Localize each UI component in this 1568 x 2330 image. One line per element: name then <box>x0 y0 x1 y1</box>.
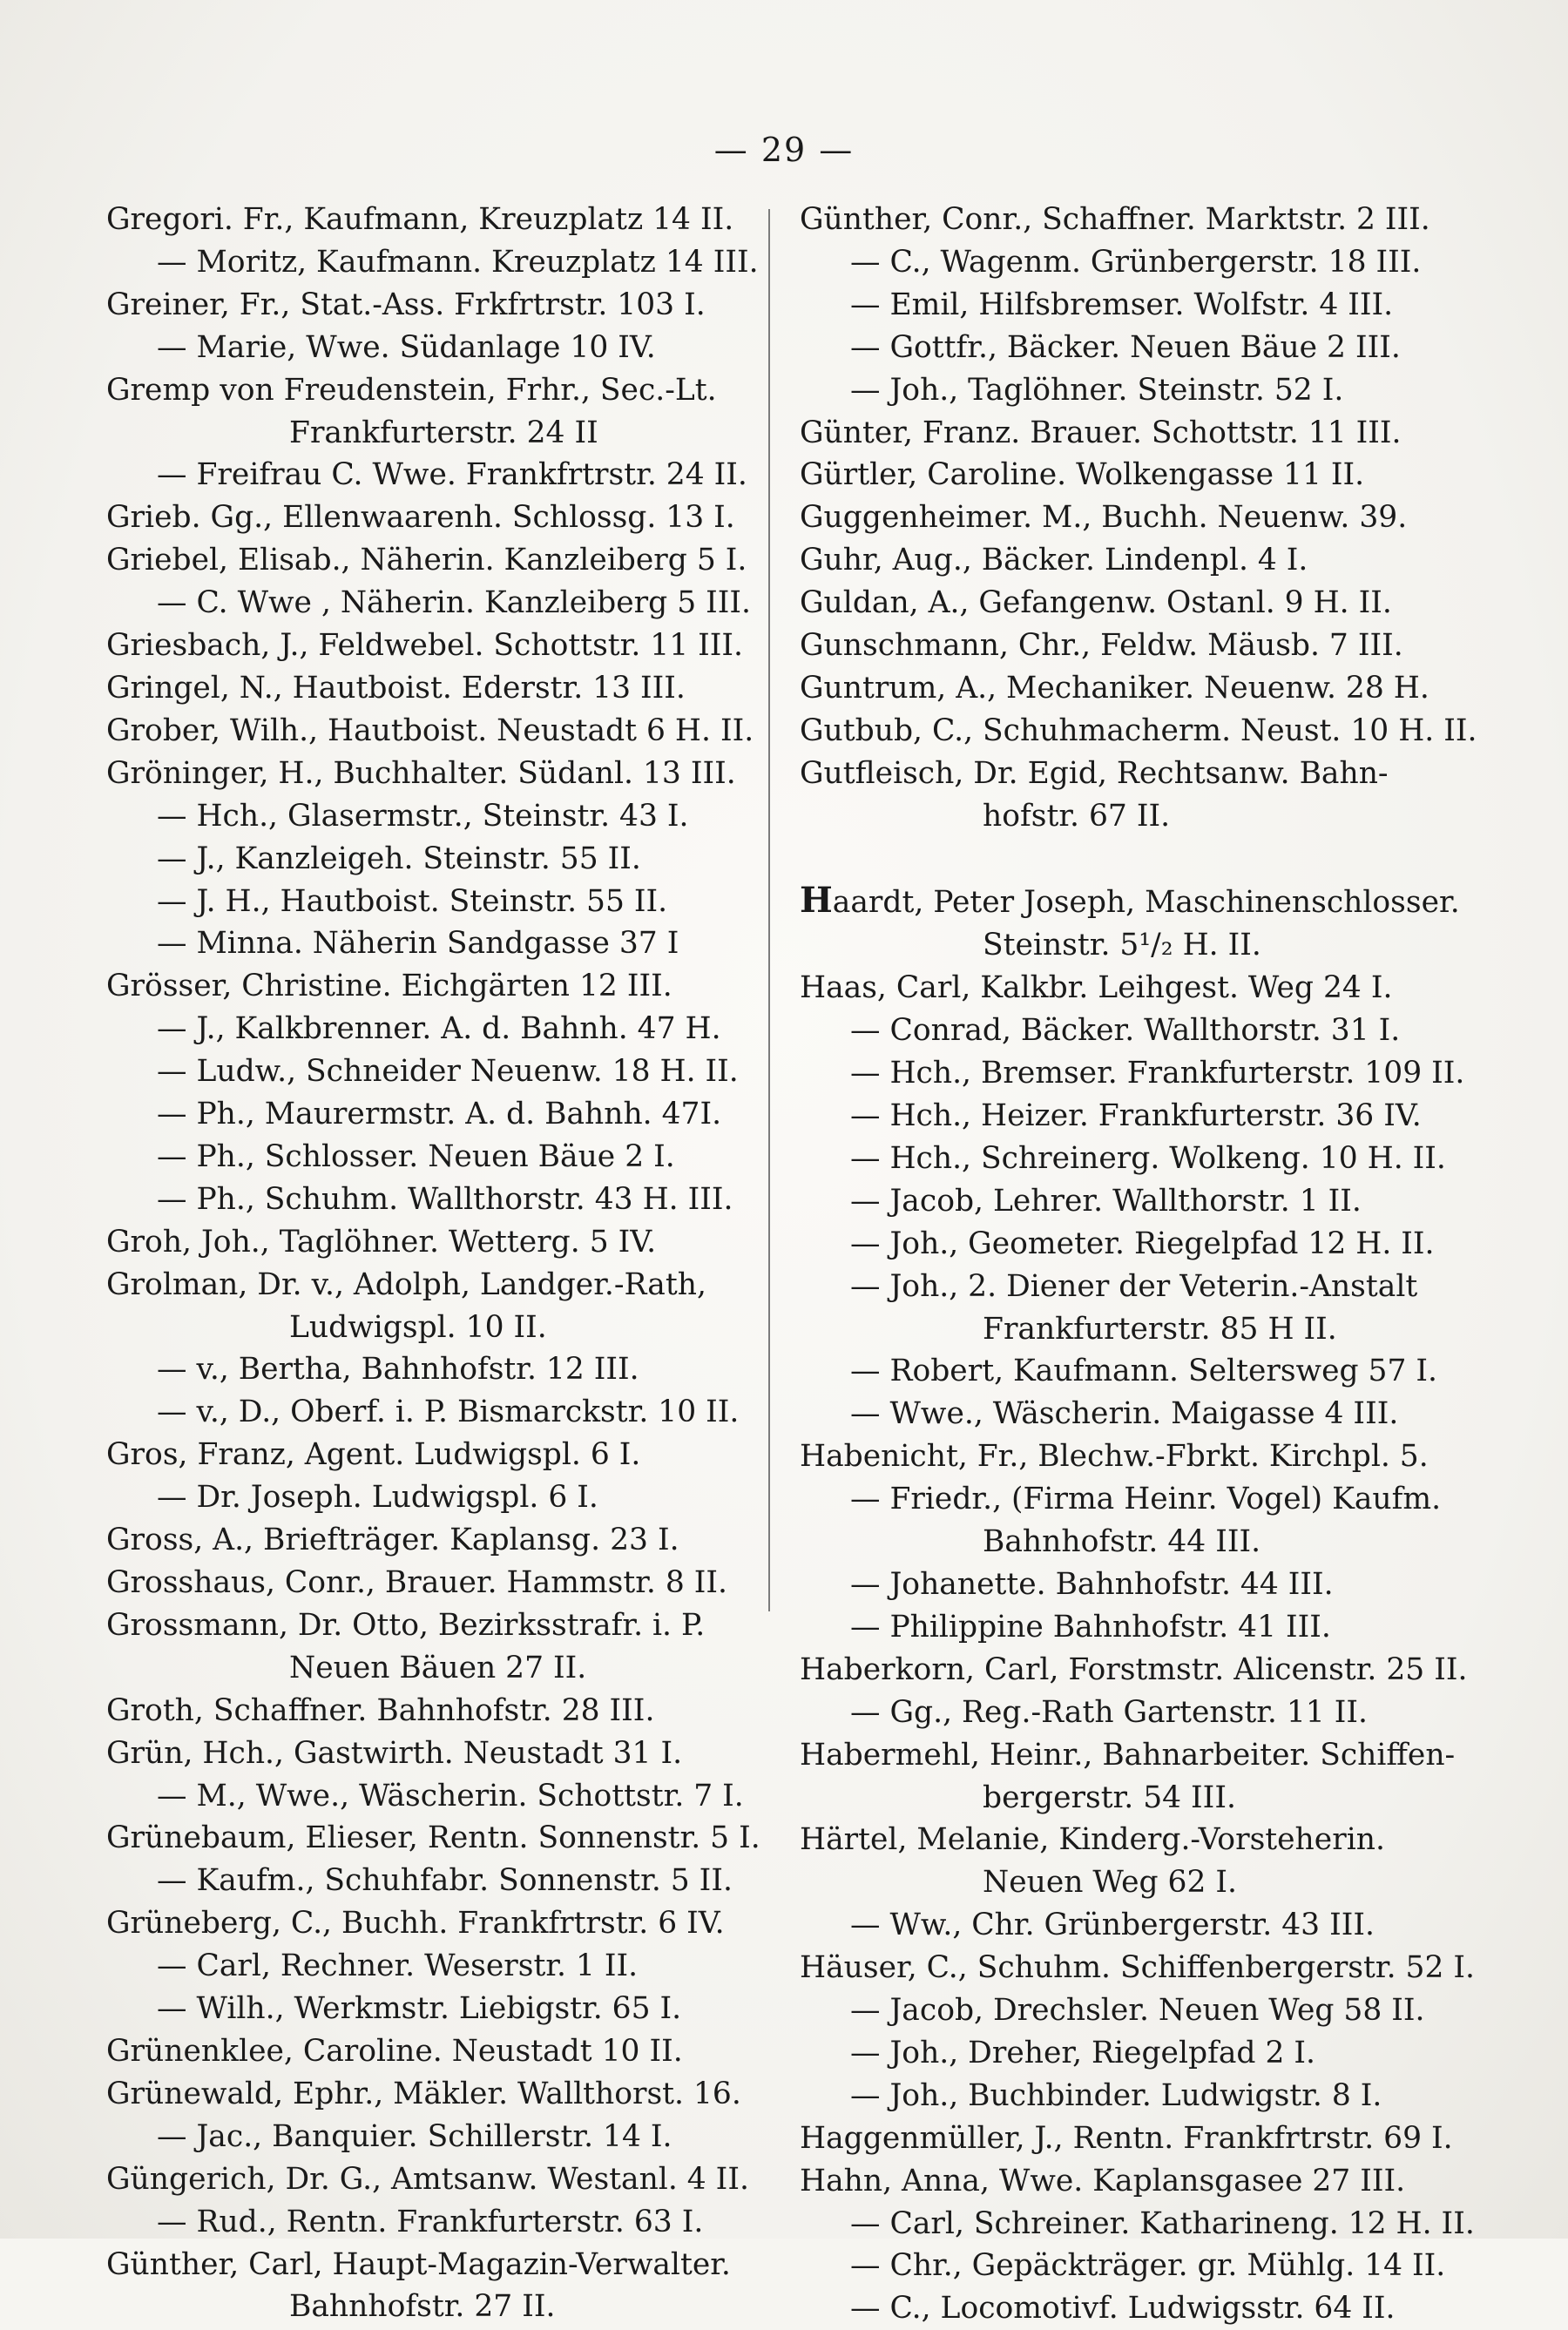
directory-entry <box>106 965 794 1008</box>
directory-entry <box>800 2245 1488 2287</box>
entry-line: — Philippine Bahnhofstr. 41 III. <box>850 1609 1331 1645</box>
entry-line: aardt, Peter Joseph, Maschinenschlosser. <box>832 885 1460 921</box>
directory-entry <box>106 2244 794 2329</box>
directory-entry <box>800 2287 1488 2330</box>
entry-line: Grieb. Gg., Ellenwaarenh. Schlossg. 13 I. <box>106 500 735 536</box>
entry-line: — v., Bertha, Bahnhofstr. 12 III. <box>157 1352 639 1388</box>
entry-continuation: Bahnhofstr. 44 III. <box>983 1524 1261 1560</box>
entry-line: Groth, Schaffner. Bahnhofstr. 28 III. <box>106 1692 655 1728</box>
entry-line: — Hch., Heizer. Frankfurterstr. 36 IV. <box>850 1098 1422 1134</box>
entry-line: Grünewald, Ephr., Mäkler. Wallthorst. 16. <box>106 2076 741 2111</box>
entry-line: Gregori. Fr., Kaufmann, Kreuzplatz 14 II. <box>106 202 734 237</box>
entry-line: — Hch., Schreinerg. Wolkeng. 10 H. II. <box>850 1140 1446 1176</box>
directory-entry <box>800 1052 1488 1095</box>
entry-continuation: hofstr. 67 II. <box>983 798 1171 834</box>
directory-entry <box>800 1989 1488 2032</box>
directory-entry <box>800 1947 1488 1989</box>
directory-entry <box>106 539 794 582</box>
directory-entry <box>800 1692 1488 1734</box>
entry-line: Guldan, A., Gefangenw. Ostanl. 9 H. II. <box>800 585 1392 621</box>
directory-entry <box>106 881 794 923</box>
directory-entry <box>800 1904 1488 1947</box>
directory-entry <box>106 667 794 710</box>
entry-line: — M., Wwe., Wäscherin. Schottstr. 7 I. <box>157 1778 744 1813</box>
directory-entry <box>106 1817 794 1860</box>
directory-entry <box>800 1223 1488 1266</box>
entry-line: — Jac., Banquier. Schillerstr. 14 I. <box>157 2118 672 2154</box>
entry-line: Grünenklee, Caroline. Neustadt 10 II. <box>106 2033 683 2069</box>
directory-entry <box>800 1563 1488 1606</box>
entry-line: Günther, Conr., Schaffner. Marktstr. 2 III. <box>800 202 1430 237</box>
entry-line: — Dr. Joseph. Ludwigspl. 6 I. <box>157 1480 598 1516</box>
entry-line: — Hch., Glasermstr., Steinstr. 43 I. <box>157 798 689 834</box>
entry-line: Griesbach, J., Feldwebel. Schottstr. 11 III. <box>106 628 743 664</box>
entry-line: Häuser, C., Schuhm. Schiffenbergerstr. 52 I. <box>800 1950 1475 1986</box>
directory-entry <box>800 625 1488 667</box>
entry-line: — Johanette. Bahnhofstr. 44 III. <box>850 1566 1334 1602</box>
directory-entry <box>106 199 794 241</box>
directory-entry <box>106 369 794 455</box>
entry-line: — Joh., Taglöhner. Steinstr. 52 I. <box>850 372 1344 408</box>
entry-line: Grolman, Dr. v., Adolph, Landger.-Rath, <box>106 1266 706 1302</box>
entry-line: — C., Wagenm. Grünbergerstr. 18 III. <box>850 244 1422 280</box>
entry-continuation: Ludwigspl. 10 II. <box>289 1309 547 1345</box>
directory-entry <box>106 496 794 539</box>
directory-entry <box>106 454 794 496</box>
entry-line: — Chr., Gepäckträger. gr. Mühlg. 14 II. <box>850 2248 1446 2284</box>
directory-entry <box>106 838 794 881</box>
entry-line: Grösser, Christine. Eichgärten 12 III. <box>106 969 672 1004</box>
entry-line: Griebel, Elisab., Näherin. Kanzleiberg 5 I. <box>106 543 747 578</box>
directory-entry <box>800 496 1488 539</box>
directory-entry <box>800 1606 1488 1649</box>
section-gap <box>800 838 1488 881</box>
entry-line: — Wwe., Wäscherin. Maigasse 4 III. <box>850 1396 1399 1432</box>
directory-entry <box>800 1393 1488 1435</box>
directory-entry <box>800 1095 1488 1138</box>
entry-line: Günter, Franz. Brauer. Schottstr. 11 III. <box>800 415 1402 450</box>
directory-entry <box>800 199 1488 241</box>
directory-entry <box>106 625 794 667</box>
directory-entry <box>106 795 794 838</box>
directory-entry <box>800 880 1488 967</box>
entry-line: Haggenmüller, J., Rentn. Frankfrtrstr. 69 I. <box>800 2120 1453 2156</box>
entry-line: — Joh., 2. Diener der Veterin.-Anstalt <box>850 1268 1418 1304</box>
entry-line: — Jacob, Drechsler. Neuen Weg 58 II. <box>850 1993 1425 2029</box>
directory-entry <box>106 1434 794 1476</box>
entry-line: Gutfleisch, Dr. Egid, Rechtsanw. Bahn- <box>800 755 1389 791</box>
directory-entry <box>106 1221 794 1264</box>
entry-line: Gringel, N., Hautboist. Ederstr. 13 III. <box>106 670 686 706</box>
entry-line: Grober, Wilh., Hautboist. Neustadt 6 H. II. <box>106 713 754 748</box>
entry-line: — Ww., Chr. Grünbergerstr. 43 III. <box>850 1908 1375 1943</box>
directory-entry <box>106 1690 794 1732</box>
entry-continuation: bergerstr. 54 III. <box>983 1780 1236 1815</box>
entry-line: Groh, Joh., Taglöhner. Wetterg. 5 IV. <box>106 1224 657 1260</box>
entry-line: — Ph., Maurermstr. A. d. Bahnh. 47I. <box>157 1097 722 1132</box>
directory-entry <box>800 1649 1488 1692</box>
directory-entry <box>106 1945 794 1988</box>
entry-line: — Rud., Rentn. Frankfurterstr. 63 I. <box>157 2204 704 2239</box>
entry-line: — Hch., Bremser. Frankfurterstr. 109 II. <box>850 1056 1465 1091</box>
directory-entry <box>800 667 1488 710</box>
directory-entry <box>800 967 1488 1010</box>
entry-line: Gröninger, H., Buchhalter. Südanl. 13 III. <box>106 755 736 791</box>
directory-entry <box>106 710 794 753</box>
entry-line: Grünebaum, Elieser, Rentn. Sonnenstr. 5 I. <box>106 1820 760 1856</box>
entry-line: Greiner, Fr., Stat.-Ass. Frkfrtrstr. 103 I. <box>106 287 706 322</box>
directory-entry <box>106 1008 794 1050</box>
directory-entry <box>106 1902 794 1945</box>
entry-line: — Ph., Schuhm. Wallthorstr. 43 H. III. <box>157 1181 733 1217</box>
directory-entry <box>106 1860 794 1902</box>
directory-entry <box>106 753 794 795</box>
entry-line: Gutbub, C., Schuhmacherm. Neust. 10 H. II. <box>800 713 1477 748</box>
entry-line: — Joh., Buchbinder. Ludwigstr. 8 I. <box>850 2077 1382 2113</box>
directory-entry <box>106 1348 794 1391</box>
directory-entry <box>106 1775 794 1818</box>
directory-entry <box>106 1264 794 1349</box>
entry-line: Haberkorn, Carl, Forstmstr. Alicenstr. 25 II. <box>800 1651 1468 1687</box>
directory-entry <box>106 327 794 369</box>
entry-continuation: Frankfurterstr. 85 H II. <box>983 1311 1337 1347</box>
directory-entry <box>106 241 794 284</box>
entry-continuation: Neuen Weg 62 I. <box>983 1865 1238 1901</box>
directory-entry <box>800 753 1488 838</box>
entry-line: — v., D., Oberf. i. P. Bismarckstr. 10 II. <box>157 1395 740 1430</box>
entry-line: — Ph., Schlosser. Neuen Bäue 2 I. <box>157 1138 675 1174</box>
entry-line: — Gg., Reg.-Rath Gartenstr. 11 II. <box>850 1694 1368 1730</box>
directory-entry <box>800 1819 1488 1904</box>
directory-entry <box>800 1010 1488 1052</box>
entry-line: Habenicht, Fr., Blechw.-Fbrkt. Kirchpl. 5. <box>800 1439 1429 1475</box>
directory-entry <box>800 1350 1488 1393</box>
directory-entry <box>800 539 1488 582</box>
entry-line: Grüneberg, C., Buchh. Frankfrtrstr. 6 IV. <box>106 1906 725 1942</box>
entry-line: — Joh., Dreher, Riegelpfad 2 I. <box>850 2035 1315 2070</box>
directory-entry <box>800 284 1488 327</box>
directory-entry <box>800 1138 1488 1180</box>
directory-entry <box>106 2201 794 2244</box>
entry-continuation: Frankfurterstr. 24 II <box>289 415 598 450</box>
entry-line: — Wilh., Werkmstr. Liebigstr. 65 I. <box>157 1991 682 2027</box>
directory-entry <box>106 1476 794 1519</box>
directory-entry <box>800 2203 1488 2246</box>
entry-line: Grossmann, Dr. Otto, Bezirksstrafr. i. P. <box>106 1607 706 1643</box>
entry-line: Gürtler, Caroline. Wolkengasse 11 II. <box>800 457 1365 493</box>
directory-entry <box>106 1519 794 1562</box>
entry-line: Grün, Hch., Gastwirth. Neustadt 31 I. <box>106 1735 683 1771</box>
entry-line: Gross, A., Briefträger. Kaplansg. 23 I. <box>106 1523 679 1558</box>
page-number: — 29 — <box>713 131 855 169</box>
directory-entry <box>106 284 794 327</box>
directory-entry <box>106 1732 794 1775</box>
entry-continuation: Steinstr. 5¹/₂ H. II. <box>983 928 1261 963</box>
entry-line: — Freifrau C. Wwe. Frankfrtrstr. 24 II. <box>157 457 747 493</box>
entry-line: Härtel, Melanie, Kinderg.-Vorsteherin. <box>800 1822 1385 1858</box>
directory-entry <box>800 454 1488 496</box>
section-initial: H <box>800 880 833 922</box>
entry-continuation: Neuen Bäuen 27 II. <box>289 1650 587 1685</box>
entry-line: — C., Locomotivf. Ludwigsstr. 64 II. <box>850 2291 1396 2327</box>
directory-entry <box>106 1988 794 2030</box>
entry-line: — Kaufm., Schuhfabr. Sonnenstr. 5 II. <box>157 1863 733 1899</box>
directory-entry <box>800 241 1488 284</box>
directory-entry <box>800 1180 1488 1223</box>
directory-entry <box>800 2075 1488 2117</box>
entry-line: Guntrum, A., Mechaniker. Neuenw. 28 H. <box>800 670 1429 706</box>
directory-entry <box>106 2073 794 2116</box>
right-column <box>800 199 1488 2330</box>
directory-entry <box>800 369 1488 412</box>
entry-line: — Minna. Näherin Sandgasse 37 I <box>157 926 679 962</box>
entry-line: — Marie, Wwe. Südanlage 10 IV. <box>157 329 656 365</box>
entry-line: — Emil, Hilfsbremser. Wolfstr. 4 III. <box>850 287 1394 322</box>
entry-line: Hahn, Anna, Wwe. Kaplansgasee 27 III. <box>800 2163 1406 2198</box>
entry-line: — Robert, Kaufmann. Seltersweg 57 I. <box>850 1354 1438 1389</box>
directory-entry <box>800 327 1488 369</box>
directory-entry <box>106 2116 794 2158</box>
entry-line: Gros, Franz, Agent. Ludwigspl. 6 I. <box>106 1437 641 1473</box>
entry-line: — Gottfr., Bäcker. Neuen Bäue 2 III. <box>850 329 1401 365</box>
entry-line: — Carl, Rechner. Weserstr. 1 II. <box>157 1948 639 1984</box>
directory-entry <box>106 1604 794 1690</box>
left-column <box>106 199 794 2328</box>
entry-line: Günther, Carl, Haupt-Magazin-Verwalter. <box>106 2246 731 2282</box>
directory-entry <box>800 2160 1488 2203</box>
entry-line: — J., Kalkbrenner. A. d. Bahnh. 47 H. <box>157 1011 721 1047</box>
directory-entry <box>800 582 1488 625</box>
entry-line: Haas, Carl, Kalkbr. Leihgest. Weg 24 I. <box>800 970 1393 1006</box>
directory-entry <box>800 1435 1488 1478</box>
directory-entry <box>800 2032 1488 2075</box>
directory-entry <box>800 1478 1488 1563</box>
directory-entry <box>106 1050 794 1093</box>
entry-line: — Carl, Schreiner. Katharineng. 12 H. II. <box>850 2205 1475 2241</box>
entry-line: — C. Wwe , Näherin. Kanzleiberg 5 III. <box>157 585 751 621</box>
directory-entry <box>106 2158 794 2201</box>
directory-entry <box>800 2117 1488 2160</box>
directory-entry <box>800 1266 1488 1351</box>
entry-line: Güngerich, Dr. G., Amtsanw. Westanl. 4 II. <box>106 2161 749 2197</box>
directory-entry <box>800 710 1488 753</box>
entry-line: Guhr, Aug., Bäcker. Lindenpl. 4 I. <box>800 543 1308 578</box>
directory-entry <box>106 1093 794 1136</box>
directory-entry <box>800 1734 1488 1820</box>
directory-entry <box>800 412 1488 455</box>
entry-line: Gunschmann, Chr., Feldw. Mäusb. 7 III. <box>800 628 1403 664</box>
entry-line: Habermehl, Heinr., Bahnarbeiter. Schiffen- <box>800 1737 1456 1773</box>
directory-entry <box>106 1179 794 1221</box>
entry-line: — Friedr., (Firma Heinr. Vogel) Kaufm. <box>850 1482 1442 1517</box>
directory-entry <box>106 2030 794 2073</box>
entry-line: — Moritz, Kaufmann. Kreuzplatz 14 III. <box>157 244 759 280</box>
directory-entry <box>106 582 794 625</box>
directory-entry <box>106 1562 794 1604</box>
entry-line: Gremp von Freudenstein, Frhr., Sec.-Lt. <box>106 372 717 408</box>
entry-line: — Joh., Geometer. Riegelpfad 12 H. II. <box>850 1226 1435 1261</box>
entry-continuation: Bahnhofstr. 27 II. <box>289 2289 556 2325</box>
entry-line: Guggenheimer. M., Buchh. Neuenw. 39. <box>800 500 1408 536</box>
directory-entry <box>106 1136 794 1179</box>
entry-line: — J. H., Hautboist. Steinstr. 55 II. <box>157 883 668 919</box>
entry-line: — J., Kanzleigeh. Steinstr. 55 II. <box>157 841 641 876</box>
directory-entry <box>106 1391 794 1434</box>
entry-line: Grosshaus, Conr., Brauer. Hammstr. 8 II. <box>106 1565 727 1600</box>
entry-line: — Conrad, Bäcker. Wallthorstr. 31 I. <box>850 1013 1401 1049</box>
entry-line: — Ludw., Schneider Neuenw. 18 H. II. <box>157 1054 739 1090</box>
directory-entry <box>106 922 794 965</box>
entry-line: — Jacob, Lehrer. Wallthorstr. 1 II. <box>850 1183 1362 1219</box>
